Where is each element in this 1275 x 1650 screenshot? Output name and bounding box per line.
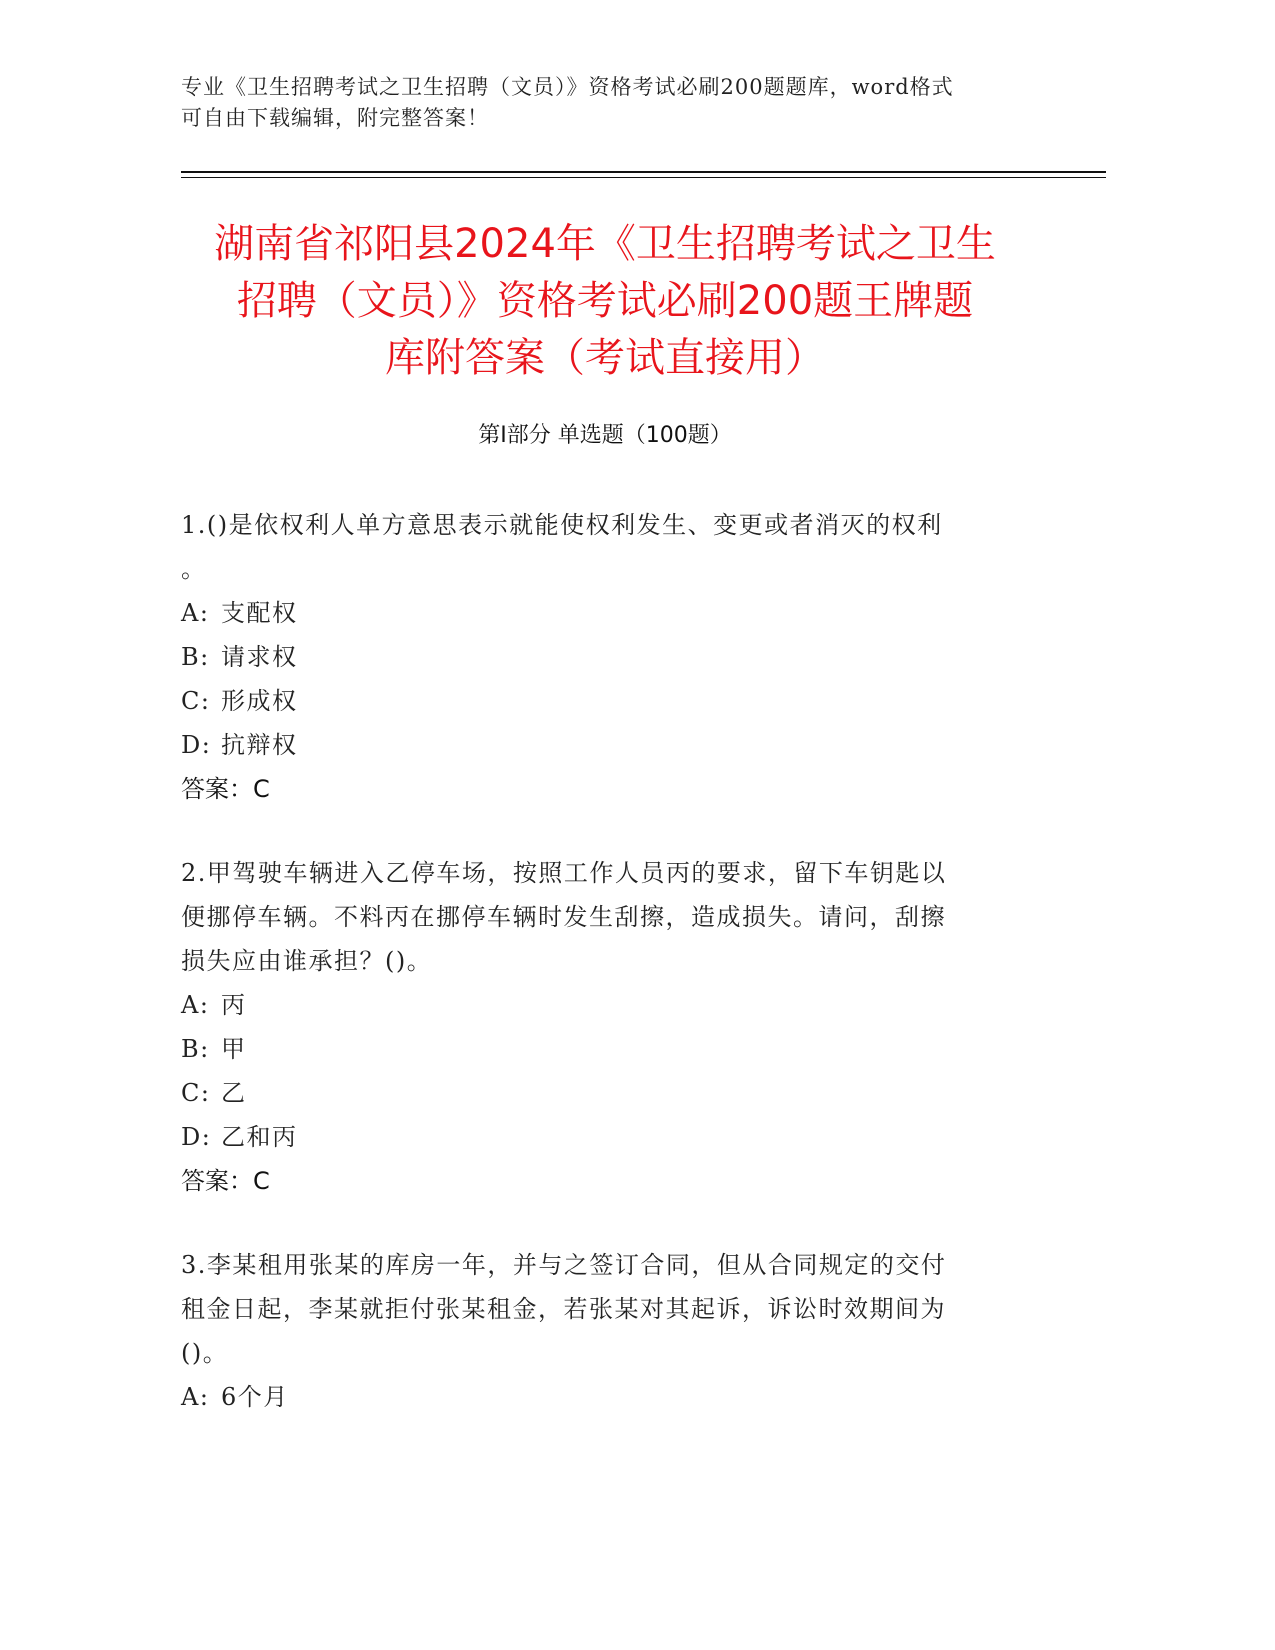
header-note <box>181 72 1041 134</box>
document-title <box>150 216 1060 387</box>
option-text: 形成权 <box>221 687 298 715</box>
option-c <box>181 1071 1031 1115</box>
question-3 <box>181 1243 1031 1419</box>
option-text: 乙和丙 <box>221 1123 298 1151</box>
option-b <box>181 635 1031 679</box>
title-line: 湖南省祁阳县2024年《卫生招聘考试之卫生 <box>214 221 996 267</box>
question-stem: 损失应由谁承担？()。 <box>181 947 433 975</box>
option-letter: C: <box>181 687 211 715</box>
option-d <box>181 1115 1031 1159</box>
option-letter: B: <box>181 643 210 671</box>
question-1 <box>181 503 1031 811</box>
option-text: 乙 <box>221 1079 247 1107</box>
option-letter: D: <box>181 731 212 759</box>
option-text: 丙 <box>221 991 247 1019</box>
question-stem: 租金日起，李某就拒付张某租金，若张某对其起诉，诉讼时效期间为 <box>181 1295 946 1323</box>
question-stem: 。 <box>181 555 207 583</box>
option-letter: A: <box>181 1383 210 1411</box>
option-letter: A: <box>181 599 210 627</box>
question-stem: 便挪停车辆。不料丙在挪停车辆时发生刮擦，造成损失。请问，刮擦 <box>181 903 946 931</box>
title-line: 招聘（文员）》资格考试必刷200题王牌题 <box>236 278 974 324</box>
question-stem: 1.()是依权利人单方意思表示就能使权利发生、变更或者消灭的权利 <box>181 511 943 539</box>
option-b <box>181 1027 1031 1071</box>
option-a <box>181 983 1031 1027</box>
header-divider-thin <box>181 177 1106 178</box>
option-text: 甲 <box>221 1035 247 1063</box>
option-d <box>181 723 1031 767</box>
option-text: 6个月 <box>221 1383 289 1411</box>
answer-line: 答案：C <box>181 1167 270 1195</box>
answer-line: 答案：C <box>181 775 270 803</box>
question-stem: ()。 <box>181 1339 229 1367</box>
option-a <box>181 1375 1031 1419</box>
option-text: 抗辩权 <box>221 731 298 759</box>
header-divider-thick <box>181 171 1106 173</box>
header-note-line: 可自由下载编辑，附完整答案！ <box>181 106 489 130</box>
question-2 <box>181 851 1031 1203</box>
option-letter: A: <box>181 991 210 1019</box>
question-stem: 3.李某租用张某的库房一年，并与之签订合同，但从合同规定的交付 <box>181 1251 947 1279</box>
option-letter: C: <box>181 1079 211 1107</box>
option-letter: B: <box>181 1035 210 1063</box>
header-note-line: 专业《卫生招聘考试之卫生招聘（文员）》资格考试必刷200题题库，word格式 <box>181 75 954 99</box>
option-a <box>181 591 1031 635</box>
option-text: 支配权 <box>221 599 298 627</box>
option-letter: D: <box>181 1123 212 1151</box>
question-stem: 2.甲驾驶车辆进入乙停车场，按照工作人员丙的要求，留下车钥匙以 <box>181 859 947 887</box>
option-c <box>181 679 1031 723</box>
section-heading: 第Ⅰ部分 单选题（100题） <box>478 423 732 448</box>
title-line: 库附答案（考试直接用） <box>385 335 825 381</box>
option-text: 请求权 <box>221 643 298 671</box>
